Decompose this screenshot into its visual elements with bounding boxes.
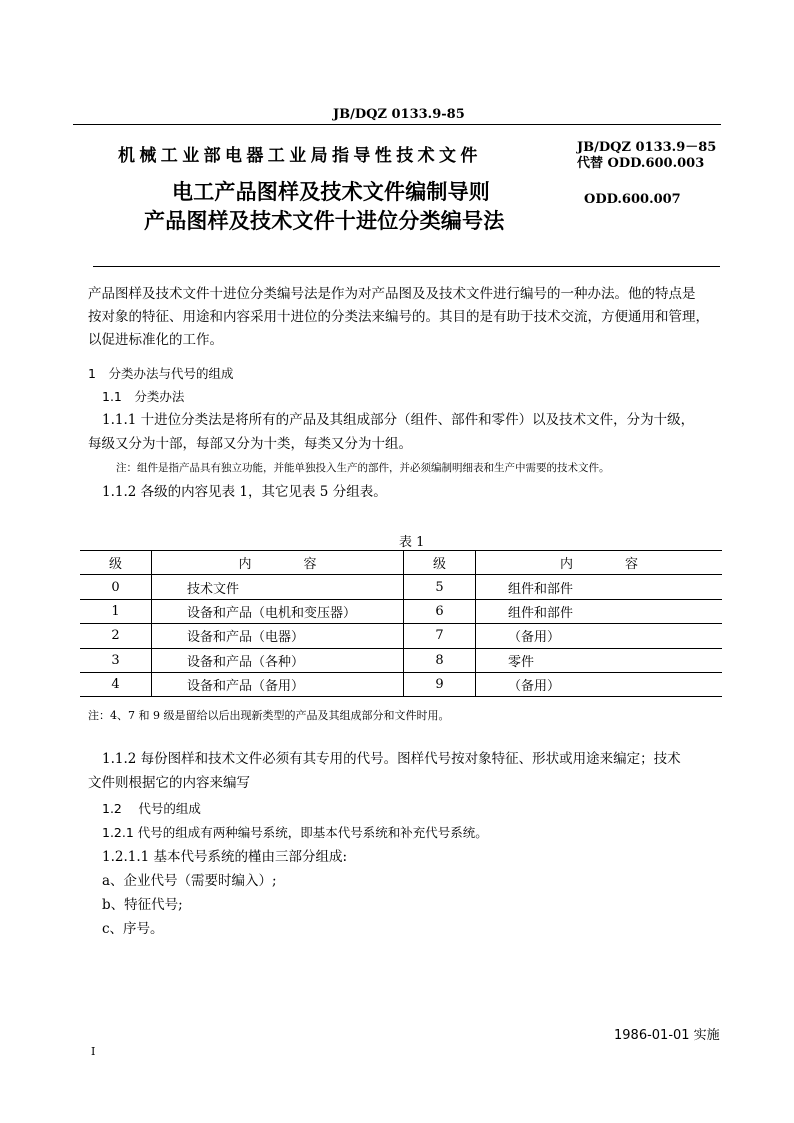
section-1-2-1-1-line: 1.2.1.1 基本代号系统的槿由三部分组成: — [102, 849, 348, 865]
section-1-1-2-line: 1.1.2 各级的内容见表 1，其它见表 5 分组表。 — [102, 484, 387, 500]
document-title-line2: 产品图样及技术文件十进位分类编号法 — [144, 209, 505, 233]
header-top-rule — [73, 124, 721, 125]
level-cell: 1 — [80, 599, 152, 623]
intro-line-1: 产品图样及技术文件十进位分类编号法是作为对产品图及及技术文件进行编号的一种办法。他的特点是 — [88, 286, 696, 302]
content-cell: 零件 — [476, 648, 723, 672]
standard-code: JB/DQZ 0133.9－85 — [577, 140, 717, 155]
section-1-1-heading: 1.1 分类办法 — [102, 389, 185, 404]
level-cell: 0 — [80, 575, 152, 599]
header-level-left: 级 — [80, 551, 152, 575]
list-item-a: a、企业代号（需要时编入）; — [102, 873, 277, 889]
section-1-1-1-line2: 每级又分为十部，每部又分为十类，每类又分为十组。 — [88, 436, 412, 452]
content-cell: 设备和产品（电器） — [152, 624, 404, 648]
document-code-top: JB/DQZ 0133.9-85 — [333, 107, 465, 122]
level-cell: 5 — [404, 575, 476, 599]
content-cell: （备用） — [476, 624, 723, 648]
header-level-right: 级 — [404, 551, 476, 575]
level-cell: 3 — [80, 648, 152, 672]
table-row — [80, 672, 722, 696]
table-row — [80, 575, 722, 599]
intro-line-3: 以促进标准化的工作。 — [88, 332, 223, 348]
table-header-row — [80, 551, 722, 575]
content-cell: 组件和部件 — [476, 575, 723, 599]
content-cell: （备用） — [476, 672, 723, 696]
level-cell: 8 — [404, 648, 476, 672]
table-row — [80, 624, 722, 648]
level-cell: 4 — [80, 672, 152, 696]
odd-code: ODD.600.007 — [584, 192, 681, 207]
section-1-1-1-line1: 1.1.1 十进位分类法是将所有的产品及其组成部分（组件、部件和零件）以及技术文件，分为十级， — [102, 412, 695, 428]
section-1-1-2b-line2: 文件则根据它的内容来编写 — [88, 775, 250, 791]
table-caption: 表 1 — [399, 535, 425, 550]
content-cell: 组件和部件 — [476, 599, 723, 623]
table-note: 注：4、7 和 9 级是留给以后出现新类型的产品及其组成部分和文件时用。 — [88, 709, 450, 722]
document-title-line1: 电工产品图样及技术文件编制导则 — [172, 180, 490, 204]
ministry-line: 机械工业部电器工业局指导性技术文件 — [118, 146, 482, 166]
intro-line-2: 按对象的特征、用途和内容采用十进位的分类法来编号的。其目的是有助于技术交流，方便通用和管理， — [88, 309, 709, 325]
table-row — [80, 648, 722, 672]
list-item-c: c、序号。 — [102, 921, 164, 937]
level-cell: 6 — [404, 599, 476, 623]
content-cell: 技术文件 — [152, 575, 404, 599]
section-1-1-2b-line1: 1.1.2 每份图样和技术文件必须有其专用的代号。图样代号按对象特征、形状或用途来编定；技术 — [102, 751, 681, 767]
effective-date: 1986-01-01 实施 — [614, 1028, 720, 1043]
page-number: I — [91, 1045, 96, 1058]
classification-table — [80, 550, 722, 697]
replaces-code: 代替 ODD.600.003 — [577, 156, 705, 171]
table-row — [80, 599, 722, 623]
level-cell: 9 — [404, 672, 476, 696]
content-cell: 设备和产品（各种） — [152, 648, 404, 672]
section-1-heading: 1 分类办法与代号的组成 — [88, 366, 234, 381]
section-1-2-1-line: 1.2.1 代号的组成有两种编号系统，即基本代号系统和补充代号系统。 — [102, 825, 488, 840]
level-cell: 7 — [404, 624, 476, 648]
level-cell: 2 — [80, 624, 152, 648]
note-components: 注：组件是指产品具有独立功能，并能单独投入生产的部件，并必须编制明细表和生产中需要的技术文件。 — [116, 462, 610, 474]
content-cell: 设备和产品（备用） — [152, 672, 404, 696]
header-content-left: 内 容 — [152, 551, 404, 575]
section-1-2-heading: 1.2 代号的组成 — [102, 801, 201, 816]
list-item-b: b、特征代号; — [102, 897, 183, 913]
header-content-right: 内 容 — [476, 551, 723, 575]
content-cell: 设备和产品（电机和变压器） — [152, 599, 404, 623]
header-bottom-rule — [93, 266, 720, 267]
